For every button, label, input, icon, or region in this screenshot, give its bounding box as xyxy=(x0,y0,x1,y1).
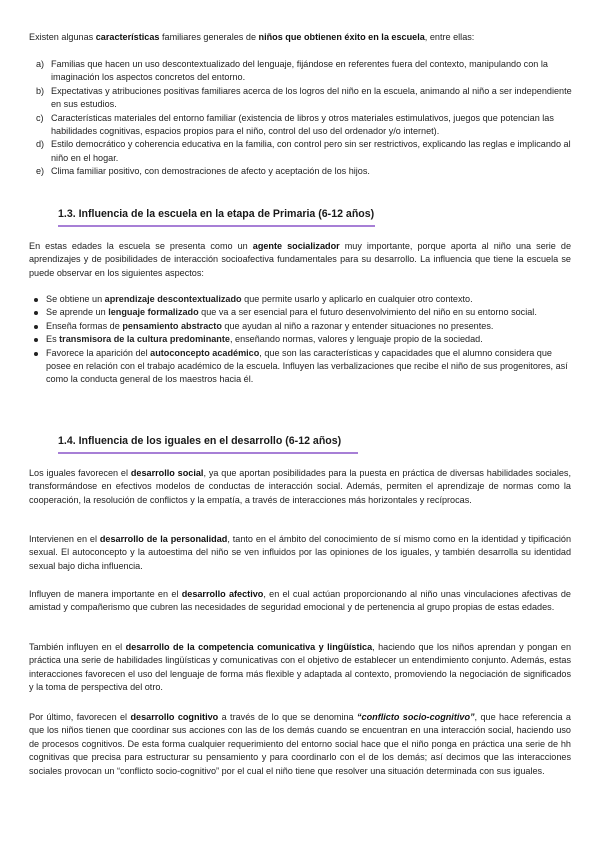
list-item xyxy=(29,306,574,319)
intro-text-3: , entre ellas: xyxy=(424,32,475,42)
bullet-text: Favorece la aparición del xyxy=(46,347,151,358)
paragraph-text: a través de lo que se denomina xyxy=(218,712,357,722)
bullet-bold: autoconcepto académico xyxy=(150,347,260,358)
section-13-paragraph xyxy=(29,240,571,280)
school-influence-list xyxy=(29,293,574,387)
paragraph-bold: agente socializador xyxy=(252,241,340,251)
paragraph-text: Intervienen en el xyxy=(29,534,100,544)
section-14-underline xyxy=(58,452,358,454)
paragraph-text: , haciendo que los niños aprendan y pongan en práctica una serie de habilidades lingüísticas y comunicativas con el objetivo de establecer un entendimiento conjunto. Además, estas interacciones favorecen el uso del lenguaje de forma más flexible y adaptada al contexto, promoviendo la negociación de significados y la toma de perspectiva del otro. xyxy=(29,642,571,693)
list-item xyxy=(29,85,574,112)
paragraph-text: Por último, favorecen el xyxy=(29,712,131,722)
section-13-underline xyxy=(58,225,375,227)
list-item xyxy=(29,347,574,387)
list-item-text: Expectativas y atribuciones positivas familiares acerca de los logros del niño en la escuela, animando al niño a ser independiente en sus estudios. xyxy=(51,85,572,110)
list-marker: b) xyxy=(36,85,45,96)
list-item xyxy=(29,293,574,306)
bullet-text: Enseña formas de xyxy=(46,320,123,331)
bullet-text: , que son las características y capacidades que el alumno considera que posee en relación con el trabajo académico de la escuela. Influyen las verbalizaciones que recibe el niño de sus progenitores, así como la conducta general de los maestros hacia él. xyxy=(46,347,568,385)
bullet-text: Se obtiene un xyxy=(46,294,105,304)
list-item xyxy=(29,112,574,139)
section-14-heading: 1.4. Influencia de los iguales en el desarrollo (6-12 años) xyxy=(58,435,342,447)
list-item xyxy=(29,58,574,85)
bullet-text: Es xyxy=(46,334,60,345)
family-traits-list xyxy=(29,58,574,179)
paragraph-text: En estas edades la escuela se presenta como un xyxy=(29,241,253,251)
list-item-text: Características materiales del entorno familiar (existencia de libros y otros materiales estimulativos, juegos que potencian las habilidades cognitivas, espacios propios para el niño, control del uso del ordenador y/o internet). xyxy=(51,112,554,137)
list-item-text: Familias que hacen un uso descontextualizado del lenguaje, fijándose en referentes fuera del contexto, manipulando con la imaginación los aspectos concretos del entorno. xyxy=(51,59,548,83)
section-13-heading: 1.3. Influencia de la escuela en la etapa de Primaria (6-12 años) xyxy=(58,208,375,220)
paragraph-text: , que hace referencia a que los niños tienen que coordinar sus acciones con las de los demás cuando se encuentran en una interacción social, haciendo uso de procesos cognitivos. De esta forma cualquier requerimiento del entorno social hace que el niño ponga en práctica una serie de hh cognitivas que precisa para estructurar su pensamiento y para coordinarlo con el de los demás; así decimos que las interacciones sociales provocan un “conflicto socio-cognitivo” por el cual el niño tiene que resolver una situación determinada con sus iguales. xyxy=(29,712,571,776)
peers-personality-paragraph xyxy=(29,533,571,573)
list-item-text: Estilo democrático y coherencia educativa en la familia, con control pero sin ser restrictivos, explicando las reglas e implicando al niño en el hogar. xyxy=(51,139,571,163)
paragraph-bold: desarrollo de la competencia comunicativa y lingüística xyxy=(125,642,373,652)
intro-bold-2: niños que obtienen éxito en la escuela xyxy=(258,32,425,42)
bullet-text: que ayudan al niño a razonar y entender situaciones no presentes. xyxy=(221,320,494,331)
list-item xyxy=(29,165,574,178)
paragraph-text: Los iguales favorecen el xyxy=(29,468,131,478)
list-marker: a) xyxy=(36,59,45,69)
bullet-text: , enseñando normas, valores y lenguaje propio de la sociedad. xyxy=(229,334,483,345)
paragraph-bold: desarrollo afectivo xyxy=(181,589,264,599)
list-marker: d) xyxy=(36,139,45,150)
paragraph-text: Influyen de manera importante en el xyxy=(29,589,182,599)
peers-cognitive-paragraph xyxy=(29,711,571,778)
paragraph-bold: desarrollo cognitivo xyxy=(130,712,219,722)
paragraph-text: , ya que aportan posibilidades para la puesta en práctica de diversas habilidades sociales, transformándose en efectivos modelos de conductas de interacción social. Además, permiten el aprendizaje de normas como la cooperación, la resolución de conflictos y la empatía, a través de interacciones más horizontales y recíprocas. xyxy=(29,468,571,505)
intro-bold-1: características xyxy=(95,32,160,42)
paragraph-bold: desarrollo social xyxy=(130,468,204,478)
peers-social-paragraph xyxy=(29,467,571,507)
bullet-text: Se aprende un xyxy=(46,307,109,318)
bullet-bold: pensamiento abstracto xyxy=(122,320,222,331)
bullet-text: que va a ser esencial para el futuro desenvolvimiento del niño en su entorno social. xyxy=(198,307,537,318)
bullet-bold: transmisora de la cultura predominante xyxy=(59,334,230,345)
bullet-bold: aprendizaje descontextualizado xyxy=(104,294,242,304)
peers-affective-paragraph xyxy=(29,588,571,615)
intro-paragraph xyxy=(29,31,571,44)
paragraph-text: , en el cual actúan proporcionando al niño unas vinculaciones afectivas de amistad y compañerismo que cubren las necesidades de seguridad emocional y de pertenencia al grupo propias de estas edades. xyxy=(29,589,571,613)
paragraph-text: muy importante, porque aporta al niño una serie de aprendizajes y de posibilidades de interacción socioafectiva fundamentales para su desarrollo. La influencia que tiene la escuela se puede observar en los siguientes aspectos: xyxy=(29,241,572,278)
list-marker: c) xyxy=(36,112,44,123)
paragraph-bold: desarrollo de la personalidad xyxy=(99,534,228,544)
paragraph-bold-italic: “conflicto socio-cognitivo” xyxy=(356,712,475,722)
intro-text-1: Existen algunas xyxy=(29,32,96,42)
intro-text-2: familiares generales de xyxy=(159,32,259,42)
peers-communication-paragraph xyxy=(29,641,571,695)
paragraph-text: , tanto en el ámbito del conocimiento de sí mismo como en la identidad y tipificación sexual. El autoconcepto y la autoestima del niño se ven influidos por las opiniones de los iguales, y también desarrolla su identidad sexual bajo dicha influencia. xyxy=(29,534,571,571)
list-marker: e) xyxy=(36,166,45,177)
paragraph-text: También influyen en el xyxy=(29,642,126,652)
list-item-text: Clima familiar positivo, con demostraciones de afecto y aceptación de los hijos. xyxy=(51,166,370,177)
list-item xyxy=(29,320,574,333)
list-item xyxy=(29,138,574,165)
list-item xyxy=(29,333,574,346)
bullet-text: que permite usarlo y aplicarlo en cualquier otro contexto. xyxy=(241,294,473,304)
bullet-bold: lenguaje formalizado xyxy=(108,307,199,318)
